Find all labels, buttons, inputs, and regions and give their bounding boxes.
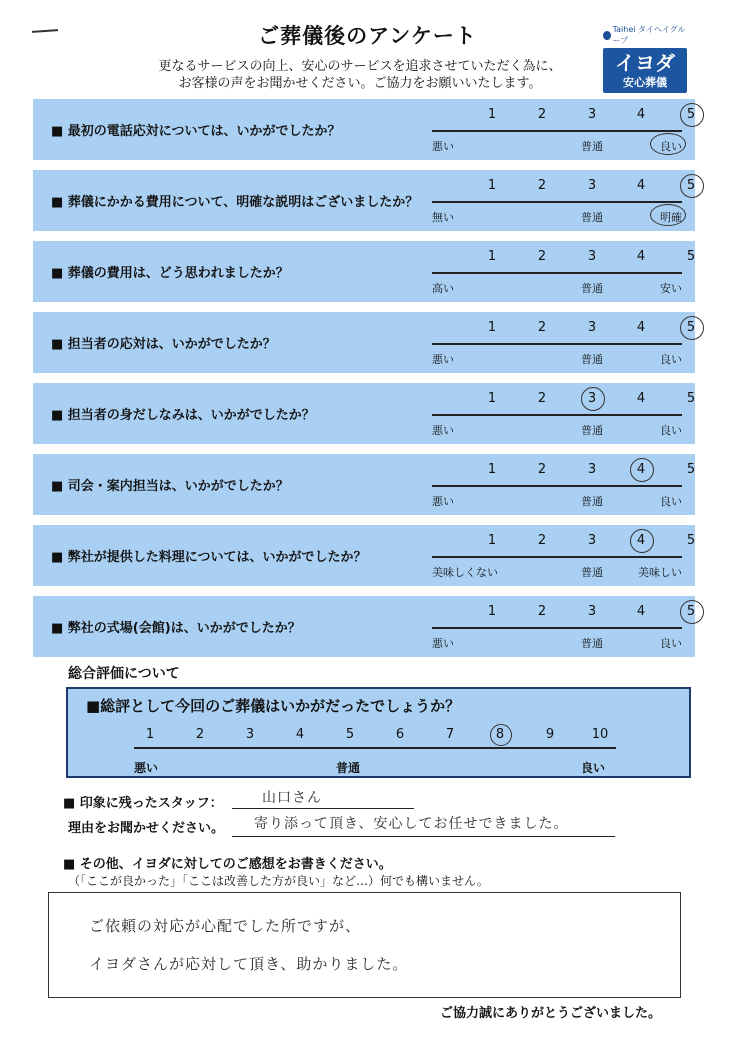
rating-scale bbox=[432, 107, 696, 157]
scale-number-3[interactable]: 3 bbox=[587, 604, 597, 619]
scale-low-label: 無い bbox=[432, 211, 454, 224]
rating-question-3 bbox=[33, 241, 695, 302]
reason-label: 理由をお聞かせください。 bbox=[68, 821, 225, 836]
overall-number-8[interactable]: 8 bbox=[495, 727, 505, 742]
question-text: ■ 弊社が提供した料理については、いかがでしたか？ bbox=[51, 550, 367, 565]
logo-group-row bbox=[603, 24, 687, 46]
scale-number-5[interactable]: 5 bbox=[686, 533, 696, 548]
overall-rating-box bbox=[66, 687, 691, 778]
rating-question-2 bbox=[33, 170, 695, 231]
scale-low-label: 美味しくない bbox=[432, 566, 498, 579]
scale-low-label: 悪い bbox=[432, 353, 454, 366]
question-text: ■ 葬儀にかかる費用について、明確な説明はございましたか？ bbox=[51, 195, 419, 210]
overall-number-4[interactable]: 4 bbox=[295, 727, 305, 742]
scale-number-2[interactable]: 2 bbox=[537, 462, 547, 477]
scale-number-3[interactable]: 3 bbox=[587, 107, 597, 122]
scale-low-label: 悪い bbox=[432, 140, 454, 153]
scale-number-2[interactable]: 2 bbox=[537, 249, 547, 264]
overall-selected-circle bbox=[490, 724, 512, 746]
scale-number-4[interactable]: 4 bbox=[636, 533, 646, 548]
overall-number-7[interactable]: 7 bbox=[445, 727, 455, 742]
scale-number-4[interactable]: 4 bbox=[636, 391, 646, 406]
overall-number-3[interactable]: 3 bbox=[245, 727, 255, 742]
scale-number-5[interactable]: 5 bbox=[686, 604, 696, 619]
scale-number-1[interactable]: 1 bbox=[487, 533, 497, 548]
logo-mark-icon bbox=[603, 31, 611, 40]
scale-number-1[interactable]: 1 bbox=[487, 391, 497, 406]
overall-high-label: 良い bbox=[581, 761, 606, 775]
question-text: ■ 司会・案内担当は、いかがでしたか？ bbox=[51, 479, 289, 494]
scale-number-3[interactable]: 3 bbox=[587, 391, 597, 406]
footer-thanks: ご協力誠にありがとうございました。 bbox=[440, 1006, 662, 1021]
rating-question-7 bbox=[33, 525, 695, 586]
scale-number-3[interactable]: 3 bbox=[587, 533, 597, 548]
intro-line-2: お客様の声をお聞かせください。ご協力をお願いいたします。 bbox=[178, 76, 542, 91]
rating-scale bbox=[432, 533, 696, 583]
comments-label: ■ その他、イヨダに対してのご感想をお書きください。 bbox=[63, 857, 392, 872]
scale-low-label: 高い bbox=[432, 282, 454, 295]
selected-answer-circle bbox=[680, 174, 704, 198]
high-label-circle bbox=[650, 204, 686, 226]
scale-high-label: 良い bbox=[660, 424, 682, 437]
overall-number-10[interactable]: 10 bbox=[591, 727, 609, 742]
rating-scale bbox=[432, 178, 696, 228]
scale-number-5[interactable]: 5 bbox=[686, 178, 696, 193]
scale-number-4[interactable]: 4 bbox=[636, 462, 646, 477]
staff-value[interactable]: 山口さん bbox=[262, 790, 322, 806]
comment-line-2: イヨダさんが応対して頂き、助かりました。 bbox=[89, 955, 409, 973]
scale-number-1[interactable]: 1 bbox=[487, 107, 497, 122]
scale-number-2[interactable]: 2 bbox=[537, 533, 547, 548]
scale-number-5[interactable]: 5 bbox=[686, 391, 696, 406]
scale-line bbox=[432, 556, 682, 558]
question-text: ■ 最初の電話応対については、いかがでしたか？ bbox=[51, 124, 341, 139]
scale-line bbox=[432, 272, 682, 274]
scale-high-label: 安い bbox=[660, 282, 682, 295]
scale-number-2[interactable]: 2 bbox=[537, 391, 547, 406]
scale-high-label: 美味しい bbox=[638, 566, 682, 579]
rating-scale bbox=[432, 249, 696, 299]
scale-number-2[interactable]: 2 bbox=[537, 178, 547, 193]
scale-number-2[interactable]: 2 bbox=[537, 107, 547, 122]
comment-line-1: ご依頼の対応が心配でした所ですが、 bbox=[89, 917, 362, 935]
scale-number-2[interactable]: 2 bbox=[537, 604, 547, 619]
scale-number-1[interactable]: 1 bbox=[487, 178, 497, 193]
logo-sub-text: 安心葬儀 bbox=[623, 76, 667, 89]
question-text: ■ 葬儀の費用は、どう思われましたか？ bbox=[51, 266, 289, 281]
scale-number-5[interactable]: 5 bbox=[686, 249, 696, 264]
scale-number-1[interactable]: 1 bbox=[487, 604, 497, 619]
scale-number-4[interactable]: 4 bbox=[636, 178, 646, 193]
scale-low-label: 悪い bbox=[432, 424, 454, 437]
logo-main-text: イヨダ bbox=[615, 51, 675, 75]
rating-scale bbox=[432, 462, 696, 512]
staff-underline bbox=[232, 808, 414, 809]
overall-number-6[interactable]: 6 bbox=[395, 727, 405, 742]
overall-number-9[interactable]: 9 bbox=[545, 727, 555, 742]
selected-answer-circle bbox=[680, 316, 704, 340]
overall-number-2[interactable]: 2 bbox=[195, 727, 205, 742]
scale-mid-label: 普通 bbox=[581, 282, 603, 295]
rating-scale bbox=[432, 320, 696, 370]
overall-section-title: 総合評価について bbox=[68, 666, 180, 682]
overall-number-1[interactable]: 1 bbox=[145, 727, 155, 742]
rating-question-4 bbox=[33, 312, 695, 373]
scale-number-3[interactable]: 3 bbox=[587, 462, 597, 477]
scale-line bbox=[432, 485, 682, 487]
logo-group-text: Taihei タイヘイグループ bbox=[612, 25, 686, 45]
rating-question-5 bbox=[33, 383, 695, 444]
scale-number-4[interactable]: 4 bbox=[636, 249, 646, 264]
scale-high-label: 良い bbox=[660, 495, 682, 508]
question-text: ■ 担当者の身だしなみは、いかがでしたか？ bbox=[51, 408, 315, 423]
overall-question: ■総評として今回のご葬儀はいかがだったでしょうか？ bbox=[86, 697, 461, 715]
intro-text bbox=[120, 58, 600, 92]
scale-number-4[interactable]: 4 bbox=[636, 320, 646, 335]
overall-mid-label: 普通 bbox=[336, 761, 361, 775]
scale-mid-label: 普通 bbox=[581, 140, 603, 153]
scale-mid-label: 普通 bbox=[581, 566, 603, 579]
scale-mid-label: 普通 bbox=[581, 424, 603, 437]
scale-high-label: 良い bbox=[660, 353, 682, 366]
rating-question-6 bbox=[33, 454, 695, 515]
scale-number-3[interactable]: 3 bbox=[587, 178, 597, 193]
logo-box bbox=[603, 48, 687, 93]
scale-mid-label: 普通 bbox=[581, 495, 603, 508]
question-text: ■ 弊社の式場(会館)は、いかがでしたか？ bbox=[51, 621, 301, 636]
scale-line bbox=[432, 627, 682, 629]
rating-scale bbox=[432, 604, 696, 654]
scale-high-label: 良い bbox=[660, 637, 682, 650]
scale-line bbox=[432, 130, 682, 132]
selected-answer-circle bbox=[581, 387, 605, 411]
reason-value[interactable]: 寄り添って頂き、安心してお任せできました。 bbox=[254, 816, 569, 832]
scale-high-label: 明確 bbox=[660, 211, 682, 224]
scale-number-4[interactable]: 4 bbox=[636, 604, 646, 619]
scale-low-label: 悪い bbox=[432, 637, 454, 650]
page-title: ご葬儀後のアンケート bbox=[258, 24, 477, 48]
scale-number-5[interactable]: 5 bbox=[686, 320, 696, 335]
scale-number-1[interactable]: 1 bbox=[487, 249, 497, 264]
scale-line bbox=[432, 414, 682, 416]
rating-question-8 bbox=[33, 596, 695, 657]
scale-number-1[interactable]: 1 bbox=[487, 320, 497, 335]
selected-answer-circle bbox=[680, 600, 704, 624]
scale-number-4[interactable]: 4 bbox=[636, 107, 646, 122]
selected-answer-circle bbox=[680, 103, 704, 127]
rating-scale bbox=[432, 391, 696, 441]
selected-answer-circle bbox=[630, 458, 654, 482]
intro-line-1: 更なるサービスの向上、安心のサービスを追求させていただく為に、 bbox=[158, 59, 562, 74]
scale-number-3[interactable]: 3 bbox=[587, 320, 597, 335]
company-logo bbox=[603, 24, 687, 93]
scale-mid-label: 普通 bbox=[581, 211, 603, 224]
comments-hint: （「ここが良かった」「ここは改善した方が良い」など…）何でも構いません。 bbox=[68, 874, 489, 888]
reason-underline bbox=[232, 836, 615, 837]
question-text: ■ 担当者の応対は、いかがでしたか？ bbox=[51, 337, 276, 352]
scale-number-1[interactable]: 1 bbox=[487, 462, 497, 477]
overall-low-label: 悪い bbox=[134, 761, 159, 775]
rating-question-1 bbox=[33, 99, 695, 160]
scale-number-2[interactable]: 2 bbox=[537, 320, 547, 335]
scale-number-3[interactable]: 3 bbox=[587, 249, 597, 264]
overall-scale-line bbox=[134, 747, 616, 749]
high-label-circle bbox=[650, 133, 686, 155]
scale-mid-label: 普通 bbox=[581, 353, 603, 366]
scale-number-5[interactable]: 5 bbox=[686, 107, 696, 122]
scale-low-label: 悪い bbox=[432, 495, 454, 508]
scale-line bbox=[432, 343, 682, 345]
scale-high-label: 良い bbox=[660, 140, 682, 153]
scale-line bbox=[432, 201, 682, 203]
selected-answer-circle bbox=[630, 529, 654, 553]
overall-number-5[interactable]: 5 bbox=[345, 727, 355, 742]
comments-box[interactable] bbox=[48, 892, 681, 998]
scale-mid-label: 普通 bbox=[581, 637, 603, 650]
scale-number-5[interactable]: 5 bbox=[686, 462, 696, 477]
staff-label: ■ 印象に残ったスタッフ： bbox=[63, 796, 223, 811]
